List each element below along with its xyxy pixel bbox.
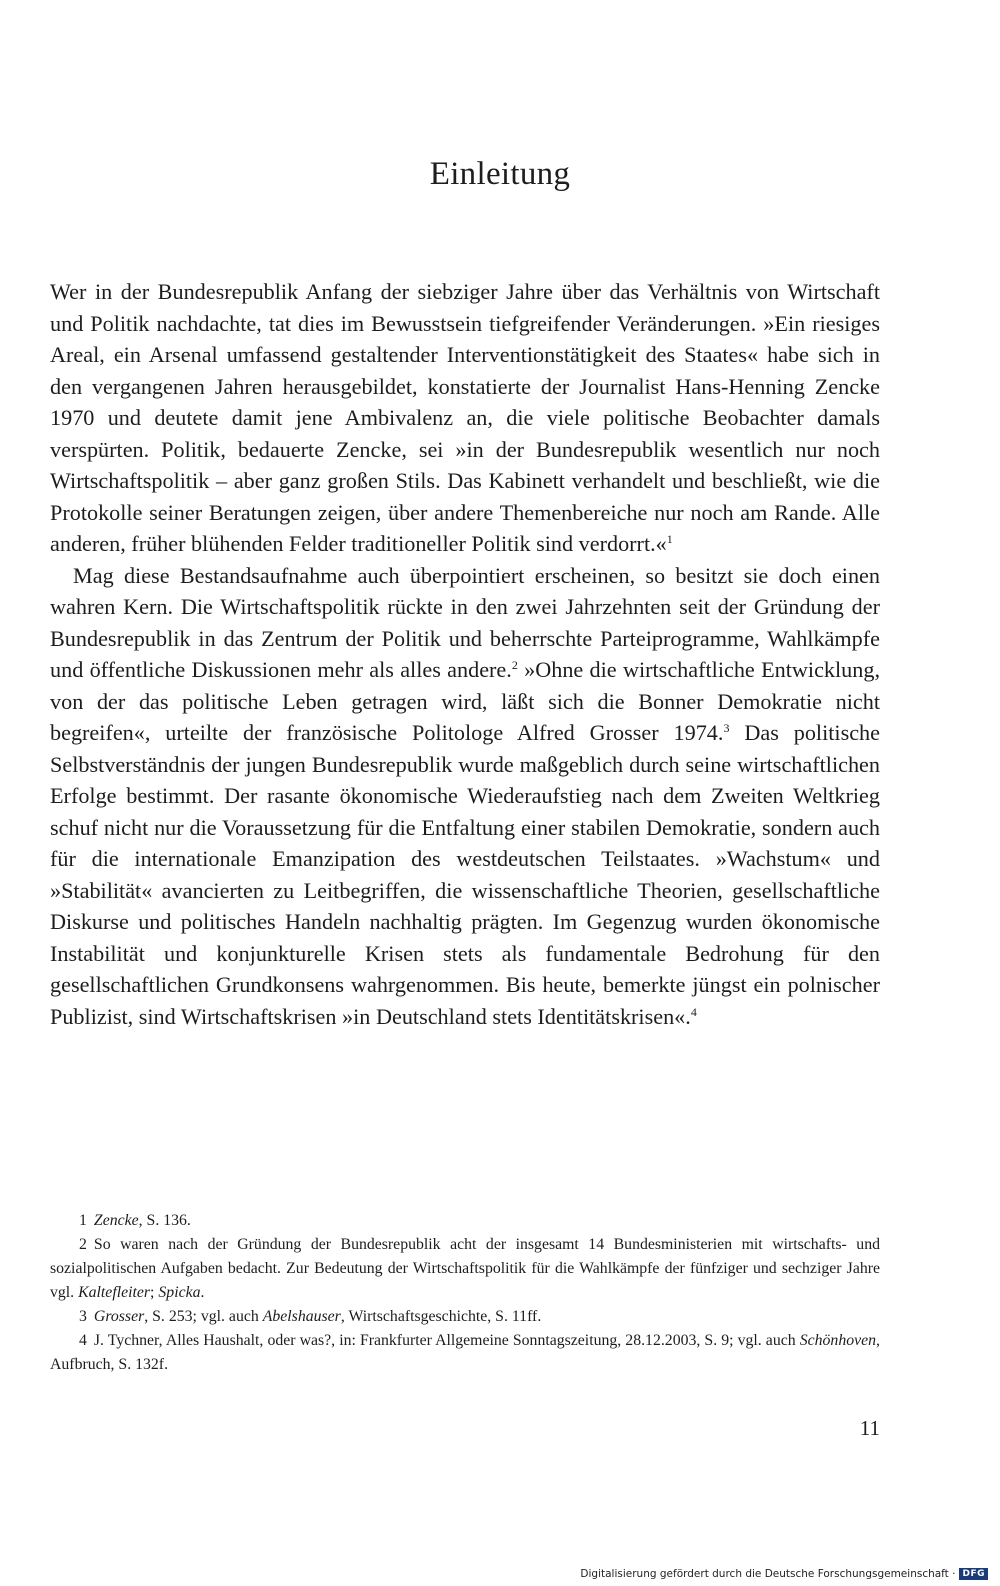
footnote-text: So waren nach der Gründung der Bundesrepublik acht der insgesamt 14 Bundesministerien mit wirtschafts- und sozialpolitischen Aufgaben bedacht. Zur Bedeutung der Wirtschaftspolitik für die Wahlkämpfe der fünfziger und sechziger Jahre vgl. [50, 1236, 880, 1301]
footnote-number: 1 [79, 1212, 87, 1229]
footnote-author: Abelshauser [262, 1308, 341, 1325]
dfg-logo-icon: DFG [959, 1568, 988, 1580]
paragraph-2-text-c: Das politische Selbstverständnis der jungen Bundesrepublik wurde maßgeblich durch seine wirtschaftlichen Erfolge bestimmt. Der rasante ökonomische Wiederaufstieg nach dem Zweiten Weltkrieg schuf nicht nur die Voraussetzung für die Entfaltung einer stabilen Demokratie, sondern auch für die internationale Emanzipation des westdeutschen Teilstaates. »Wachstum« und »Stabilität« avancierten zu Leitbegriffen, die wissenschaftliche Theorien, gesellschaftliche Diskurse und politisches Handeln nachhaltig prägten. Im Gegenzug wurden ökonomische Instabilität und konjunkturelle Krisen stets als fundamentale Bedrohung für den gesellschaftlichen Grundkonsens wahrgenommen. Bis heute, bemerkte jüngst ein polnischer Publizist, sind Wirtschaftskrisen »in Deutschland stets Identitätskrisen«. [50, 720, 880, 1029]
footnote-ref-3: 3 [723, 721, 730, 735]
paragraph-1-text: Wer in der Bundesrepublik Anfang der siebziger Jahre über das Verhältnis von Wirtschaft und Politik nachdachte, tat dies im Bewusstsein tiefgreifender Veränderungen. »Ein riesiges Areal, ein Arsenal umfassend gestaltender Interventionstätigkeit des Staates« habe sich in den vergangenen Jahren herausgebildet, konstatierte der Journalist Hans-Henning Zencke 1970 und deutete damit jene Ambivalenz an, die viele politische Beobachter damals verspürten. Politik, bedauerte Zencke, sei »in der Bundesrepublik wesentlich nur noch Wirtschaftspolitik – aber ganz großen Stils. Das Kabinett verhandelt und beschließt, wie die Protokolle seiner Beratungen zeigen, über andere Themenbereiche nur noch am Rande. Alle anderen, früher blühenden Felder traditioneller Politik sind verdorrt.« [50, 279, 880, 556]
footnote-text: , Aufbruch, S. 132f. [50, 1332, 880, 1373]
footnote-ref-2: 2 [511, 658, 518, 672]
footnote [50, 1209, 880, 1233]
footnote-number: 4 [79, 1332, 87, 1349]
paragraph-1 [50, 276, 880, 560]
footnote-author: Grosser [93, 1308, 145, 1325]
footnote [50, 1233, 880, 1305]
footnote-text: , S. 136. [138, 1212, 191, 1229]
footnote-author: Kaltefleiter [78, 1284, 151, 1301]
footnote-author: Spicka [158, 1284, 201, 1301]
footnote-number: 3 [79, 1308, 87, 1325]
footnote-text: , Wirtschaftsgeschichte, S. 11ff. [340, 1308, 542, 1325]
chapter-title: Einleitung [429, 156, 571, 192]
footnote-text: . [200, 1284, 205, 1301]
footnotes [50, 1209, 880, 1377]
footnote-text: , S. 253; vgl. auch [144, 1308, 263, 1325]
page-number: 11 [859, 1416, 880, 1440]
footnote-number: 2 [79, 1236, 87, 1253]
footnote-ref-4: 4 [690, 1004, 697, 1019]
footnote-ref-1: 1 [666, 532, 673, 546]
banner-text: Digitalisierung gefördert durch die Deutsche Forschungsgemeinschaft · [580, 1568, 956, 1580]
footnote-author: Schönhoven [799, 1332, 877, 1349]
body-text [50, 276, 880, 1032]
paragraph-2-text-a: Mag diese Bestandsaufnahme auch überpointiert erscheinen, so besitzt sie doch einen wahren Kern. Die Wirtschaftspolitik rückte in den zwei Jahrzehnten seit der Gründung der Bundesrepublik in das Zentrum der Politik und beherrschte Parteiprogramme, Wahlkämpfe und öffentliche Diskussionen mehr als alles andere. [50, 562, 880, 682]
footnote-text: J. Tychner, Alles Haushalt, oder was?, in: Frankfurter Allgemeine Sonntagszeitung, 28.12.2003, S. 9; vgl. auch [93, 1332, 800, 1349]
footnote-text: ; [150, 1284, 159, 1301]
digitization-banner [580, 1568, 988, 1580]
footnote [50, 1305, 880, 1329]
paragraph-2-text-b: »Ohne die wirtschaftliche Entwicklung, von der das politische Leben getragen wird, läßt sich die Bonner Demokratie nicht begreifen«, urteilte der französische Politologe Alfred Grosser 1974. [50, 657, 880, 745]
paragraph-2 [50, 560, 880, 1033]
footnote-author: Zencke [93, 1212, 139, 1229]
footnote [50, 1329, 880, 1377]
